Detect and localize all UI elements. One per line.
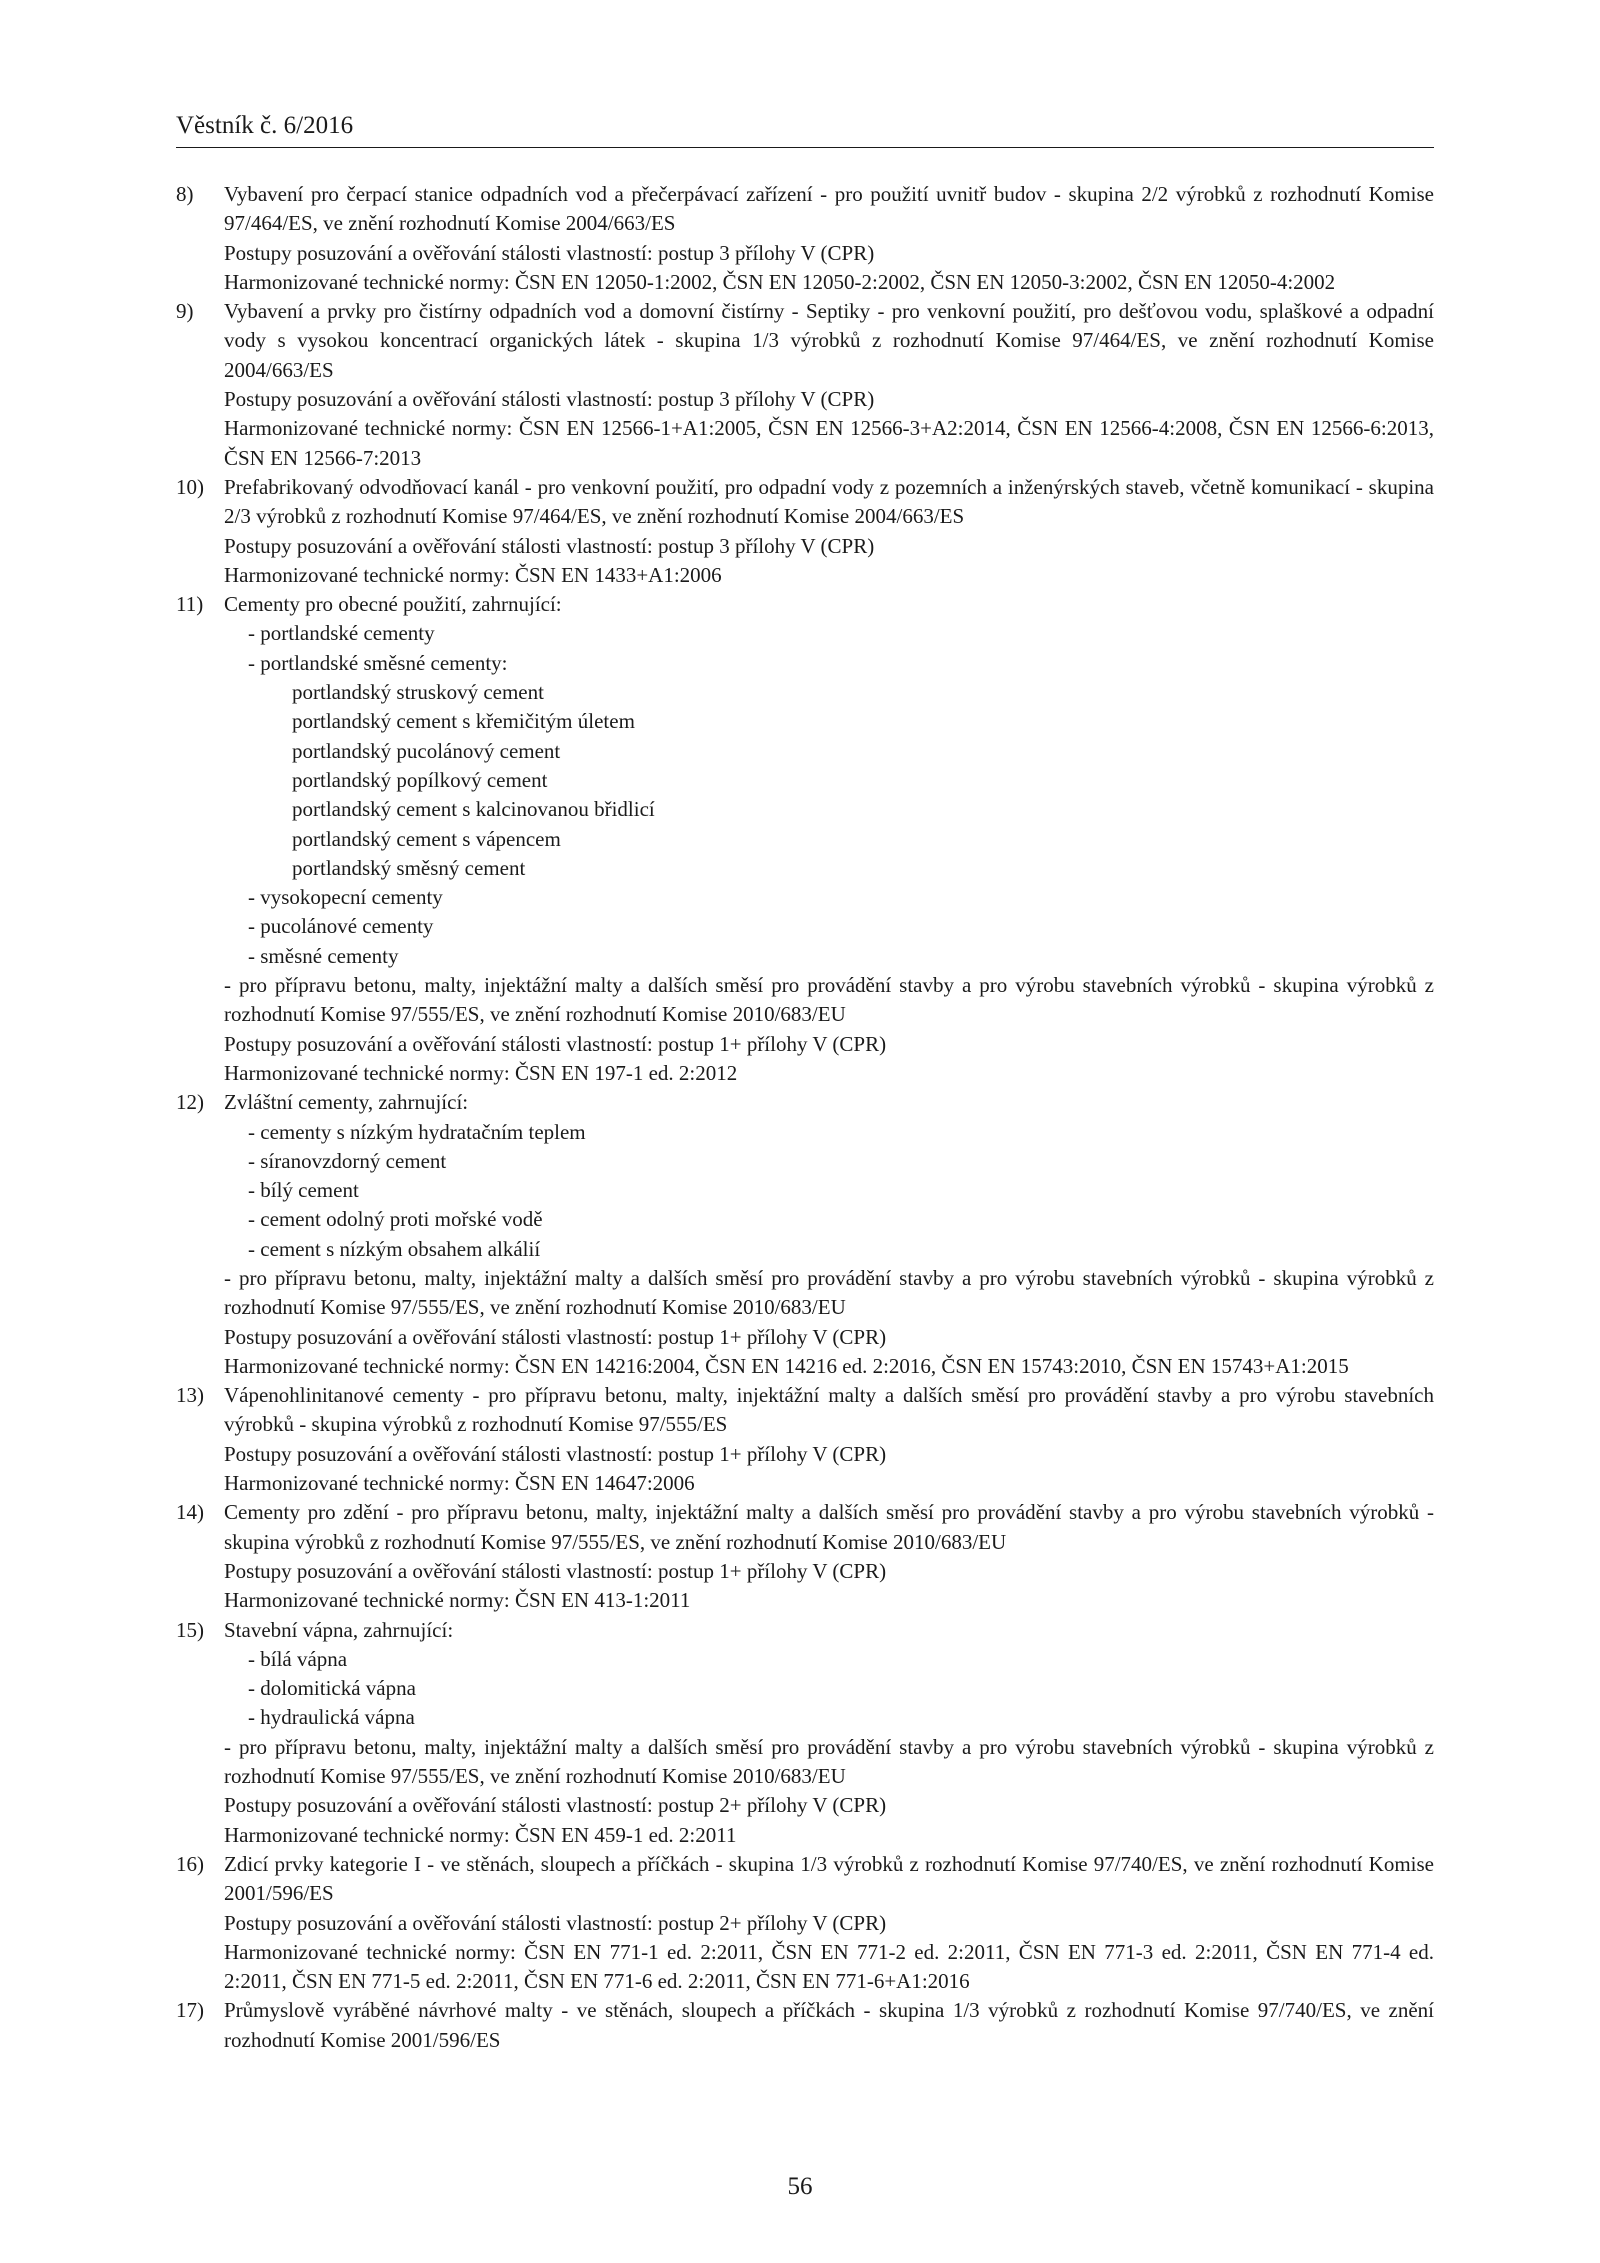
item-number: 11): [176, 592, 204, 617]
document-body: [176, 180, 1434, 2055]
page-header: Věstník č. 6/2016: [176, 112, 354, 139]
header-rule: [176, 147, 1434, 148]
item-number: 16): [176, 1851, 204, 1876]
sub-item-text: portlandský popílkový cement: [292, 767, 548, 792]
sub-item-text: - bílá vápna: [248, 1646, 348, 1671]
sub-item-text: - cementy s nízkým hydratačním teplem: [248, 1119, 586, 1144]
sub-item-text: - vysokopecní cementy: [248, 885, 443, 910]
item-text: Cementy pro obecné použití, zahrnující:: [224, 592, 562, 617]
item-text: Vápenohlinitanové cementy - pro přípravu betonu, malty, injektážní malty a dalších směsí pro provádění stavby a pro výrobu stavebních výrobků - skupina výrobků z rozhodnutí Komise 97/555/ES: [224, 1383, 1434, 1437]
page-number: 56: [787, 2173, 813, 2200]
item-text: Zdicí prvky kategorie I - ve stěnách, sloupech a příčkách - skupina 1/3 výrobků z rozhodnutí Komise 97/740/ES, ve znění rozhodnutí Komise 2001/596/ES: [224, 1851, 1434, 1906]
item-text: Cementy pro zdění - pro přípravu betonu, malty, injektážní malty a dalších směsí pro provádění stavby a pro výrobu stavebních výrobků - skupina výrobků z rozhodnutí Komise 97/555/ES, ve znění rozhodnutí Komise 2010/683/EU: [224, 1500, 1434, 1554]
item-text: Postupy posuzování a ověřování stálosti vlastností: postup 2+ přílohy V (CPR): [224, 1910, 887, 1935]
sub-item-text: portlandský pucolánový cement: [292, 738, 561, 763]
sub-item-text: portlandský cement s vápencem: [292, 826, 561, 851]
sub-item-text: - směsné cementy: [248, 943, 399, 968]
item-text: Harmonizované technické normy: ČSN EN 14216:2004, ČSN EN 14216 ed. 2:2016, ČSN EN 15743:2010, ČSN EN 15743+A1:2015: [224, 1353, 1349, 1378]
item-text: Harmonizované technické normy: ČSN EN 1433+A1:2006: [224, 562, 722, 587]
item-text: Postupy posuzování a ověřování stálosti vlastností: postup 3 přílohy V (CPR): [224, 387, 875, 412]
item-text: - pro přípravu betonu, malty, injektážní malty a dalších směsí pro provádění stavby a pro výrobu stavebních výrobků - skupina výrobků z rozhodnutí Komise 97/555/ES, ve znění rozhodnutí Komise 2010/683/EU: [224, 1265, 1434, 1320]
list-item: [176, 1616, 1434, 1850]
sub-item-text: portlandský cement s křemičitým úletem: [292, 709, 635, 734]
item-text: Prefabrikovaný odvodňovací kanál - pro venkovní použití, pro odpadní vody z pozemních a inženýrských staveb, včetně komunikací - skupina 2/3 výrobků z rozhodnutí Komise 97/464/ES, ve znění rozhodnutí Komise 2004/663/ES: [224, 474, 1434, 529]
list-item: [176, 180, 1434, 297]
sub-item-text: - síranovzdorný cement: [248, 1148, 447, 1173]
sub-item-text: - portlandské cementy: [248, 621, 435, 646]
list-item: [176, 1381, 1434, 1498]
item-number: 10): [176, 474, 204, 499]
item-text: Postupy posuzování a ověřování stálosti vlastností: postup 1+ přílohy V (CPR): [224, 1558, 887, 1583]
item-text: Vybavení pro čerpací stanice odpadních vod a přečerpávací zařízení - pro použití uvnitř budov - skupina 2/2 výrobků z rozhodnutí Komise 97/464/ES, ve znění rozhodnutí Komise 2004/663/ES: [224, 182, 1434, 236]
item-text: Postupy posuzování a ověřování stálosti vlastností: postup 2+ přílohy V (CPR): [224, 1793, 887, 1818]
sub-item-text: - bílý cement: [248, 1178, 359, 1203]
item-text: Harmonizované technické normy: ČSN EN 14647:2006: [224, 1471, 695, 1496]
item-number: 17): [176, 1998, 204, 2023]
sub-item-text: portlandský směsný cement: [292, 855, 526, 880]
item-text: Harmonizované technické normy: ČSN EN 12050-1:2002, ČSN EN 12050-2:2002, ČSN EN 12050-3:2002, ČSN EN 12050-4:2002: [224, 269, 1336, 294]
item-text: Harmonizované technické normy: ČSN EN 197-1 ed. 2:2012: [224, 1060, 738, 1085]
item-text: Postupy posuzování a ověřování stálosti vlastností: postup 3 přílohy V (CPR): [224, 533, 875, 558]
item-text: Postupy posuzování a ověřování stálosti vlastností: postup 1+ přílohy V (CPR): [224, 1031, 887, 1056]
list-item: [176, 473, 1434, 590]
list-item: [176, 1088, 1434, 1381]
item-text: Harmonizované technické normy: ČSN EN 413-1:2011: [224, 1588, 691, 1613]
item-number: 15): [176, 1617, 204, 1642]
item-number: 14): [176, 1500, 204, 1525]
sub-item-text: - portlandské směsné cementy:: [248, 650, 508, 675]
item-text: Průmyslově vyráběné návrhové malty - ve stěnách, sloupech a příčkách - skupina 1/3 výrobků z rozhodnutí Komise 97/740/ES, ve znění rozhodnutí Komise 2001/596/ES: [224, 1998, 1434, 2052]
item-text: - pro přípravu betonu, malty, injektážní malty a dalších směsí pro provádění stavby a pro výrobu stavebních výrobků - skupina výrobků z rozhodnutí Komise 97/555/ES, ve znění rozhodnutí Komise 2010/683/EU: [224, 1734, 1434, 1789]
list-item: [176, 1996, 1434, 2055]
sub-item-text: - hydraulická vápna: [248, 1705, 415, 1730]
sub-item-text: portlandský cement s kalcinovanou břidlicí: [292, 797, 655, 822]
sub-item-text: portlandský struskový cement: [292, 680, 544, 705]
item-text: Zvláštní cementy, zahrnující:: [224, 1090, 469, 1115]
list-item: [176, 590, 1434, 1088]
item-text: Postupy posuzování a ověřování stálosti vlastností: postup 3 přílohy V (CPR): [224, 240, 875, 265]
sub-item-text: - cement odolný proti mořské vodě: [248, 1207, 543, 1232]
item-text: Postupy posuzování a ověřování stálosti vlastností: postup 1+ přílohy V (CPR): [224, 1441, 887, 1466]
item-text: Vybavení a prvky pro čistírny odpadních vod a domovní čistírny - Septiky - pro venkovní použití, pro dešťovou vodu, splaškové a odpadní vody s vysokou koncentrací organických látek - skupina 1/3 výrobků z rozhodnutí Komise 97/464/ES, ve znění rozhodnutí Komise 2004/663/ES: [224, 299, 1434, 382]
item-text: - pro přípravu betonu, malty, injektážní malty a dalších směsí pro provádění stavby a pro výrobu stavebních výrobků - skupina výrobků z rozhodnutí Komise 97/555/ES, ve znění rozhodnutí Komise 2010/683/EU: [224, 973, 1434, 1027]
item-number: 9): [176, 299, 194, 324]
item-number: 13): [176, 1383, 204, 1408]
item-number: 12): [176, 1090, 204, 1115]
list-item: [176, 297, 1434, 473]
sub-item-text: - cement s nízkým obsahem alkálií: [248, 1236, 541, 1261]
item-text: Stavební vápna, zahrnující:: [224, 1617, 454, 1642]
item-text: Harmonizované technické normy: ČSN EN 459-1 ed. 2:2011: [224, 1822, 737, 1847]
sub-item-text: - dolomitická vápna: [248, 1676, 416, 1701]
item-text: Harmonizované technické normy: ČSN EN 12566-1+A1:2005, ČSN EN 12566-3+A2:2014, ČSN EN 12566-4:2008, ČSN EN 12566-6:2013, ČSN EN 12566-7:2013: [224, 416, 1434, 470]
list-item: [176, 1498, 1434, 1615]
item-number: 8): [176, 182, 194, 206]
sub-item-text: - pucolánové cementy: [248, 914, 434, 939]
item-text: Harmonizované technické normy: ČSN EN 771-1 ed. 2:2011, ČSN EN 771-2 ed. 2:2011, ČSN EN 771-3 ed. 2:2011, ČSN EN 771-4 ed. 2:2011, ČSN EN 771-5 ed. 2:2011, ČSN EN 771-6 ed. 2:2011, ČSN EN 771-6+A1:2016: [224, 1939, 1434, 1994]
list-item: [176, 1850, 1434, 1996]
item-text: Postupy posuzování a ověřování stálosti vlastností: postup 1+ přílohy V (CPR): [224, 1324, 887, 1349]
